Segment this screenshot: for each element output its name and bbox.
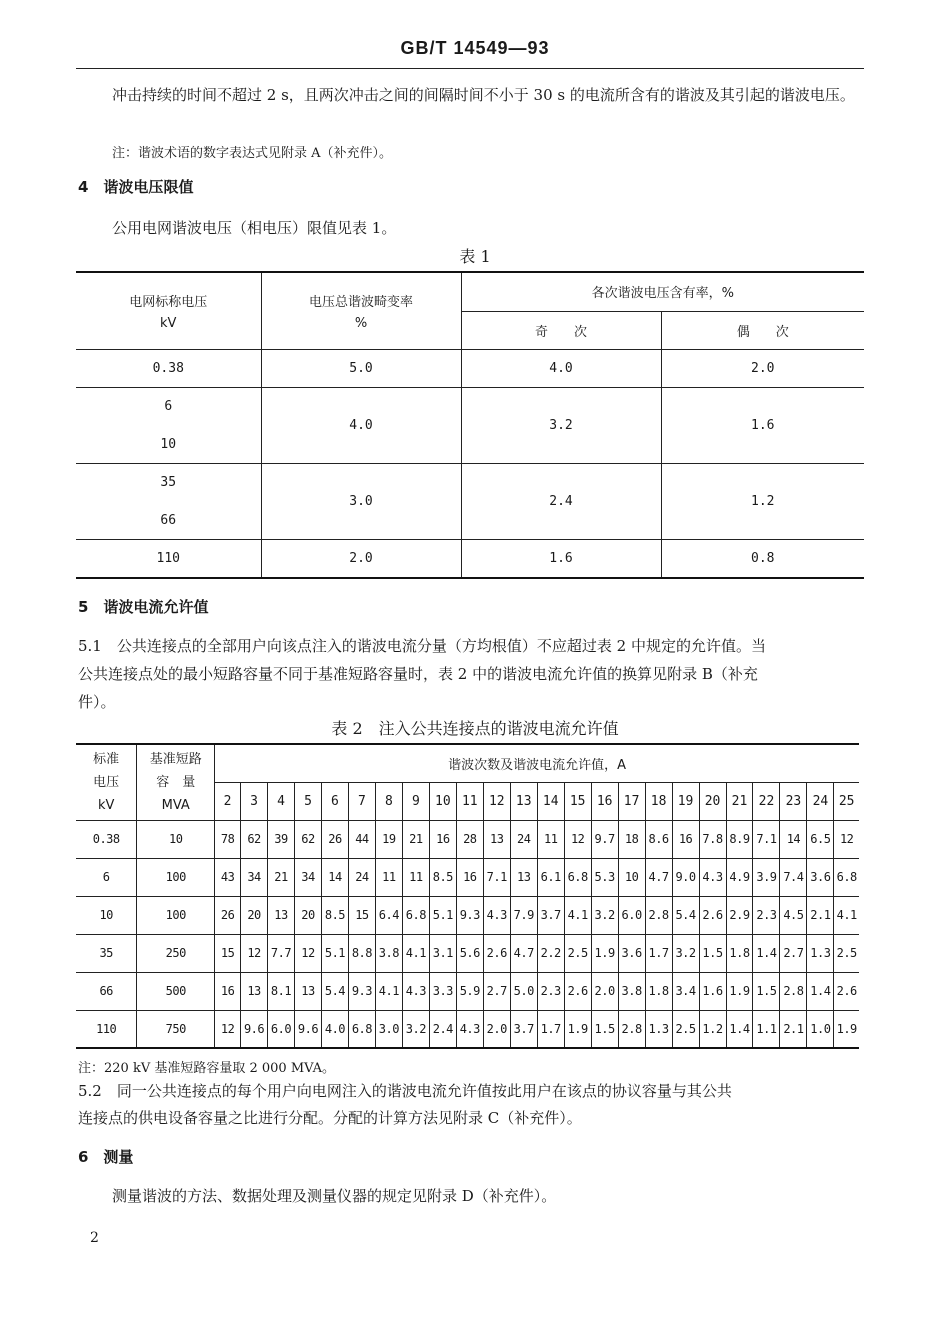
harmonic-current-cell: 4.0 — [321, 1010, 348, 1048]
harmonic-current-cell: 4.3 — [699, 858, 726, 896]
harmonic-current-cell: 7.8 — [699, 820, 726, 858]
table-row — [76, 858, 859, 896]
harmonic-current-cell: 2.6 — [564, 972, 591, 1010]
harmonic-order-header: 9 — [402, 782, 429, 820]
harmonic-order-header: 22 — [753, 782, 780, 820]
harmonic-order-header: 7 — [348, 782, 375, 820]
header-even: 偶 次 — [661, 311, 864, 349]
harmonic-order-header: 25 — [834, 782, 859, 820]
harmonic-current-cell: 13 — [268, 896, 295, 934]
harmonic-current-cell: 3.2 — [591, 896, 618, 934]
harmonic-current-cell: 3.7 — [537, 896, 564, 934]
harmonic-current-cell: 2.3 — [753, 896, 780, 934]
table-row: 6 10 4.0 3.2 1.6 — [76, 387, 864, 463]
harmonic-current-cell: 4.1 — [402, 934, 429, 972]
harmonic-current-cell: 1.2 — [699, 1010, 726, 1048]
harmonic-current-cell: 1.6 — [699, 972, 726, 1010]
harmonic-current-cell: 7.4 — [780, 858, 807, 896]
harmonic-order-header: 18 — [645, 782, 672, 820]
capacity-cell: 500 — [137, 972, 215, 1010]
harmonic-current-cell: 6.4 — [375, 896, 402, 934]
section-5-1-line-1: 5.1 公共连接点的全部用户向该点注入的谐波电流分量（方均根值）不应超过表 2 中规定的允许值。当 — [78, 637, 766, 655]
harmonic-current-cell: 34 — [241, 858, 268, 896]
harmonic-current-cell: 4.1 — [564, 896, 591, 934]
harmonic-current-cell: 9.0 — [672, 858, 699, 896]
harmonic-current-cell: 6.8 — [564, 858, 591, 896]
harmonic-current-cell: 13 — [483, 820, 510, 858]
table-2 — [76, 743, 859, 1049]
harmonic-current-cell: 13 — [295, 972, 322, 1010]
table-1 — [76, 271, 864, 579]
harmonic-current-cell: 4.3 — [402, 972, 429, 1010]
harmonic-current-cell: 13 — [510, 858, 537, 896]
table-row: 0.38 5.0 4.0 2.0 — [76, 349, 864, 387]
section-5-heading: 5 谐波电流允许值 — [78, 598, 209, 616]
harmonic-current-cell: 1.7 — [537, 1010, 564, 1048]
harmonic-current-cell: 7.1 — [753, 820, 780, 858]
voltage-cell: 66 — [76, 972, 137, 1010]
harmonic-order-header: 15 — [564, 782, 591, 820]
harmonic-current-cell: 3.8 — [375, 934, 402, 972]
harmonic-current-cell: 3.8 — [618, 972, 645, 1010]
harmonic-current-cell: 28 — [456, 820, 483, 858]
harmonic-current-cell: 39 — [268, 820, 295, 858]
harmonic-order-header: 16 — [591, 782, 618, 820]
harmonic-current-cell: 12 — [215, 1010, 241, 1048]
harmonic-current-cell: 7.1 — [483, 858, 510, 896]
harmonic-current-cell: 9.3 — [456, 896, 483, 934]
harmonic-order-header: 14 — [537, 782, 564, 820]
header-harmonic-rate: 各次谐波电压含有率，% — [461, 272, 864, 311]
harmonic-current-cell: 7.7 — [268, 934, 295, 972]
harmonic-current-cell: 10 — [618, 858, 645, 896]
harmonic-current-cell: 4.3 — [456, 1010, 483, 1048]
harmonic-current-cell: 2.3 — [537, 972, 564, 1010]
header-odd: 奇 次 — [461, 311, 661, 349]
harmonic-current-cell: 1.5 — [591, 1010, 618, 1048]
table-1-caption: 表 1 — [459, 247, 491, 266]
harmonic-current-cell: 12 — [564, 820, 591, 858]
harmonic-current-cell: 2.7 — [483, 972, 510, 1010]
harmonic-current-cell: 9.7 — [591, 820, 618, 858]
harmonic-current-cell: 3.9 — [753, 858, 780, 896]
table-row — [76, 1010, 859, 1048]
harmonic-current-cell: 6.8 — [834, 858, 859, 896]
harmonic-current-cell: 8.1 — [268, 972, 295, 1010]
harmonic-order-header: 5 — [295, 782, 322, 820]
harmonic-current-cell: 2.8 — [618, 1010, 645, 1048]
harmonic-current-cell: 6.8 — [348, 1010, 375, 1048]
harmonic-current-cell: 12 — [834, 820, 859, 858]
harmonic-current-cell: 1.4 — [726, 1010, 753, 1048]
section-5-1-line-2: 公共连接点处的最小短路容量不同于基准短路容量时，表 2 中的谐波电流允许值的换算见附录 B（补充 — [78, 665, 758, 683]
harmonic-current-cell: 5.3 — [591, 858, 618, 896]
harmonic-current-cell: 11 — [402, 858, 429, 896]
header-harmonic-group: 谐波次数及谐波电流允许值，A — [215, 744, 859, 782]
harmonic-current-cell: 4.9 — [726, 858, 753, 896]
harmonic-current-cell: 8.8 — [348, 934, 375, 972]
header-thd: 电压总谐波畸变率 % — [261, 272, 461, 349]
harmonic-current-cell: 7.9 — [510, 896, 537, 934]
harmonic-current-cell: 16 — [456, 858, 483, 896]
harmonic-current-cell: 8.5 — [321, 896, 348, 934]
harmonic-current-cell: 3.0 — [375, 1010, 402, 1048]
harmonic-current-cell: 1.0 — [807, 1010, 834, 1048]
harmonic-current-cell: 5.9 — [456, 972, 483, 1010]
harmonic-current-cell: 2.8 — [645, 896, 672, 934]
harmonic-current-cell: 62 — [295, 820, 322, 858]
table-2-note: 注：220 kV 基准短路容量取 2 000 MVA。 — [78, 1061, 336, 1076]
harmonic-current-cell: 1.1 — [753, 1010, 780, 1048]
harmonic-current-cell: 20 — [295, 896, 322, 934]
harmonic-order-header: 8 — [375, 782, 402, 820]
harmonic-current-cell: 24 — [510, 820, 537, 858]
harmonic-current-cell: 15 — [348, 896, 375, 934]
section-6-paragraph: 测量谐波的方法、数据处理及测量仪器的规定见附录 D（补充件）。 — [112, 1187, 557, 1205]
harmonic-order-header: 21 — [726, 782, 753, 820]
harmonic-current-cell: 21 — [402, 820, 429, 858]
harmonic-current-cell: 12 — [295, 934, 322, 972]
harmonic-current-cell: 1.3 — [645, 1010, 672, 1048]
harmonic-current-cell: 2.4 — [429, 1010, 456, 1048]
harmonic-current-cell: 21 — [268, 858, 295, 896]
harmonic-order-header: 10 — [429, 782, 456, 820]
header-std-voltage: 标准 电压 kV — [76, 744, 137, 820]
harmonic-current-cell: 8.9 — [726, 820, 753, 858]
harmonic-current-cell: 2.6 — [699, 896, 726, 934]
harmonic-current-cell: 9.6 — [295, 1010, 322, 1048]
harmonic-current-cell: 43 — [215, 858, 241, 896]
intro-paragraph: 冲击持续的时间不超过 2 s，且两次冲击之间的间隔时间不小于 30 s 的电流所含有的谐波及其引起的谐波电压。 — [112, 86, 855, 104]
harmonic-current-cell: 9.3 — [348, 972, 375, 1010]
harmonic-current-cell: 3.7 — [510, 1010, 537, 1048]
harmonic-current-cell: 4.1 — [834, 896, 859, 934]
table-2-caption: 表 2 注入公共连接点的谐波电流允许值 — [331, 719, 619, 738]
harmonic-order-header: 6 — [321, 782, 348, 820]
harmonic-current-cell: 26 — [215, 896, 241, 934]
harmonic-current-cell: 11 — [537, 820, 564, 858]
voltage-cell: 110 — [76, 1010, 137, 1048]
table-row — [76, 934, 859, 972]
harmonic-current-cell: 3.6 — [618, 934, 645, 972]
harmonic-current-cell: 2.7 — [780, 934, 807, 972]
harmonic-current-cell: 11 — [375, 858, 402, 896]
harmonic-current-cell: 2.9 — [726, 896, 753, 934]
harmonic-current-cell: 9.6 — [241, 1010, 268, 1048]
harmonic-order-header: 11 — [456, 782, 483, 820]
section-4-heading: 4 谐波电压限值 — [78, 178, 194, 196]
harmonic-current-cell: 6.0 — [618, 896, 645, 934]
harmonic-current-cell: 1.4 — [807, 972, 834, 1010]
capacity-cell: 10 — [137, 820, 215, 858]
header-base-capacity: 基准短路 容 量 MVA — [137, 744, 215, 820]
harmonic-current-cell: 3.2 — [672, 934, 699, 972]
harmonic-current-cell: 3.3 — [429, 972, 456, 1010]
harmonic-current-cell: 1.9 — [564, 1010, 591, 1048]
harmonic-current-cell: 8.5 — [429, 858, 456, 896]
section-5-2-line-1: 5.2 同一公共连接点的每个用户向电网注入的谐波电流允许值按此用户在该点的协议容量与其公共 — [78, 1082, 732, 1100]
harmonic-current-cell: 2.0 — [483, 1010, 510, 1048]
harmonic-current-cell: 16 — [672, 820, 699, 858]
table-row: 35 66 3.0 2.4 1.2 — [76, 463, 864, 539]
harmonic-current-cell: 2.5 — [672, 1010, 699, 1048]
harmonic-current-cell: 1.9 — [834, 1010, 859, 1048]
harmonic-current-cell: 13 — [241, 972, 268, 1010]
harmonic-current-cell: 6.5 — [807, 820, 834, 858]
harmonic-current-cell: 18 — [618, 820, 645, 858]
harmonic-current-cell: 15 — [215, 934, 241, 972]
table-row — [76, 972, 859, 1010]
harmonic-current-cell: 8.6 — [645, 820, 672, 858]
harmonic-current-cell: 5.4 — [321, 972, 348, 1010]
harmonic-current-cell: 6.0 — [268, 1010, 295, 1048]
voltage-cell: 10 — [76, 896, 137, 934]
harmonic-current-cell: 3.4 — [672, 972, 699, 1010]
harmonic-current-cell: 24 — [348, 858, 375, 896]
page-number: 2 — [90, 1230, 99, 1246]
harmonic-current-cell: 3.6 — [807, 858, 834, 896]
harmonic-current-cell: 1.7 — [645, 934, 672, 972]
harmonic-current-cell: 78 — [215, 820, 241, 858]
table-row — [76, 896, 859, 934]
harmonic-current-cell: 3.1 — [429, 934, 456, 972]
harmonic-current-cell: 5.0 — [510, 972, 537, 1010]
harmonic-current-cell: 6.8 — [402, 896, 429, 934]
harmonic-current-cell: 5.1 — [429, 896, 456, 934]
harmonic-current-cell: 34 — [295, 858, 322, 896]
harmonic-current-cell: 20 — [241, 896, 268, 934]
harmonic-current-cell: 16 — [429, 820, 456, 858]
capacity-cell: 100 — [137, 858, 215, 896]
harmonic-current-cell: 4.1 — [375, 972, 402, 1010]
harmonic-current-cell: 2.6 — [834, 972, 859, 1010]
harmonic-current-cell: 2.5 — [834, 934, 859, 972]
voltage-cell: 0.38 — [76, 820, 137, 858]
harmonic-current-cell: 14 — [321, 858, 348, 896]
harmonic-current-cell: 4.7 — [645, 858, 672, 896]
harmonic-current-cell: 2.1 — [807, 896, 834, 934]
intro-note: 注：谐波术语的数字表达式见附录 A（补充件）。 — [112, 146, 393, 161]
harmonic-current-cell: 5.4 — [672, 896, 699, 934]
harmonic-current-cell: 1.9 — [726, 972, 753, 1010]
harmonic-current-cell: 1.9 — [591, 934, 618, 972]
section-5-1-line-3: 件）。 — [78, 693, 116, 711]
section-5-2-line-2: 连接点的供电设备容量之比进行分配。分配的计算方法见附录 C（补充件）。 — [78, 1109, 582, 1127]
harmonic-order-header: 20 — [699, 782, 726, 820]
voltage-cell: 35 — [76, 934, 137, 972]
section-4-paragraph: 公用电网谐波电压（相电压）限值见表 1。 — [112, 219, 397, 237]
table-row — [76, 820, 859, 858]
harmonic-order-header: 24 — [807, 782, 834, 820]
harmonic-current-cell: 44 — [348, 820, 375, 858]
harmonic-current-cell: 62 — [241, 820, 268, 858]
harmonic-current-cell: 12 — [241, 934, 268, 972]
harmonic-current-cell: 2.8 — [780, 972, 807, 1010]
harmonic-current-cell: 3.2 — [402, 1010, 429, 1048]
header-rule — [76, 68, 864, 69]
harmonic-current-cell: 2.1 — [780, 1010, 807, 1048]
harmonic-current-cell: 2.5 — [564, 934, 591, 972]
harmonic-order-header: 3 — [241, 782, 268, 820]
harmonic-current-cell: 1.5 — [699, 934, 726, 972]
harmonic-current-cell: 5.1 — [321, 934, 348, 972]
harmonic-current-cell: 2.0 — [591, 972, 618, 1010]
harmonic-order-header: 23 — [780, 782, 807, 820]
harmonic-current-cell: 16 — [215, 972, 241, 1010]
harmonic-current-cell: 2.6 — [483, 934, 510, 972]
harmonic-current-cell: 2.2 — [537, 934, 564, 972]
harmonic-order-header: 2 — [215, 782, 241, 820]
document-code: GB/T 14549—93 — [400, 38, 550, 58]
harmonic-order-header: 4 — [268, 782, 295, 820]
voltage-cell: 6 — [76, 858, 137, 896]
harmonic-current-cell: 14 — [780, 820, 807, 858]
harmonic-current-cell: 1.3 — [807, 934, 834, 972]
harmonic-current-cell: 6.1 — [537, 858, 564, 896]
harmonic-current-cell: 4.5 — [780, 896, 807, 934]
harmonic-order-header: 19 — [672, 782, 699, 820]
harmonic-current-cell: 1.4 — [753, 934, 780, 972]
harmonic-order-header: 17 — [618, 782, 645, 820]
harmonic-current-cell: 5.6 — [456, 934, 483, 972]
capacity-cell: 100 — [137, 896, 215, 934]
header-nominal-voltage: 电网标称电压 kV — [76, 272, 261, 349]
capacity-cell: 250 — [137, 934, 215, 972]
harmonic-current-cell: 1.8 — [726, 934, 753, 972]
harmonic-order-header: 13 — [510, 782, 537, 820]
harmonic-current-cell: 1.8 — [645, 972, 672, 1010]
harmonic-current-cell: 26 — [321, 820, 348, 858]
harmonic-current-cell: 4.3 — [483, 896, 510, 934]
harmonic-order-header: 12 — [483, 782, 510, 820]
table-row: 110 2.0 1.6 0.8 — [76, 539, 864, 578]
harmonic-current-cell: 19 — [375, 820, 402, 858]
harmonic-current-cell: 1.5 — [753, 972, 780, 1010]
section-6-heading: 6 测量 — [78, 1148, 134, 1166]
harmonic-current-cell: 4.7 — [510, 934, 537, 972]
capacity-cell: 750 — [137, 1010, 215, 1048]
